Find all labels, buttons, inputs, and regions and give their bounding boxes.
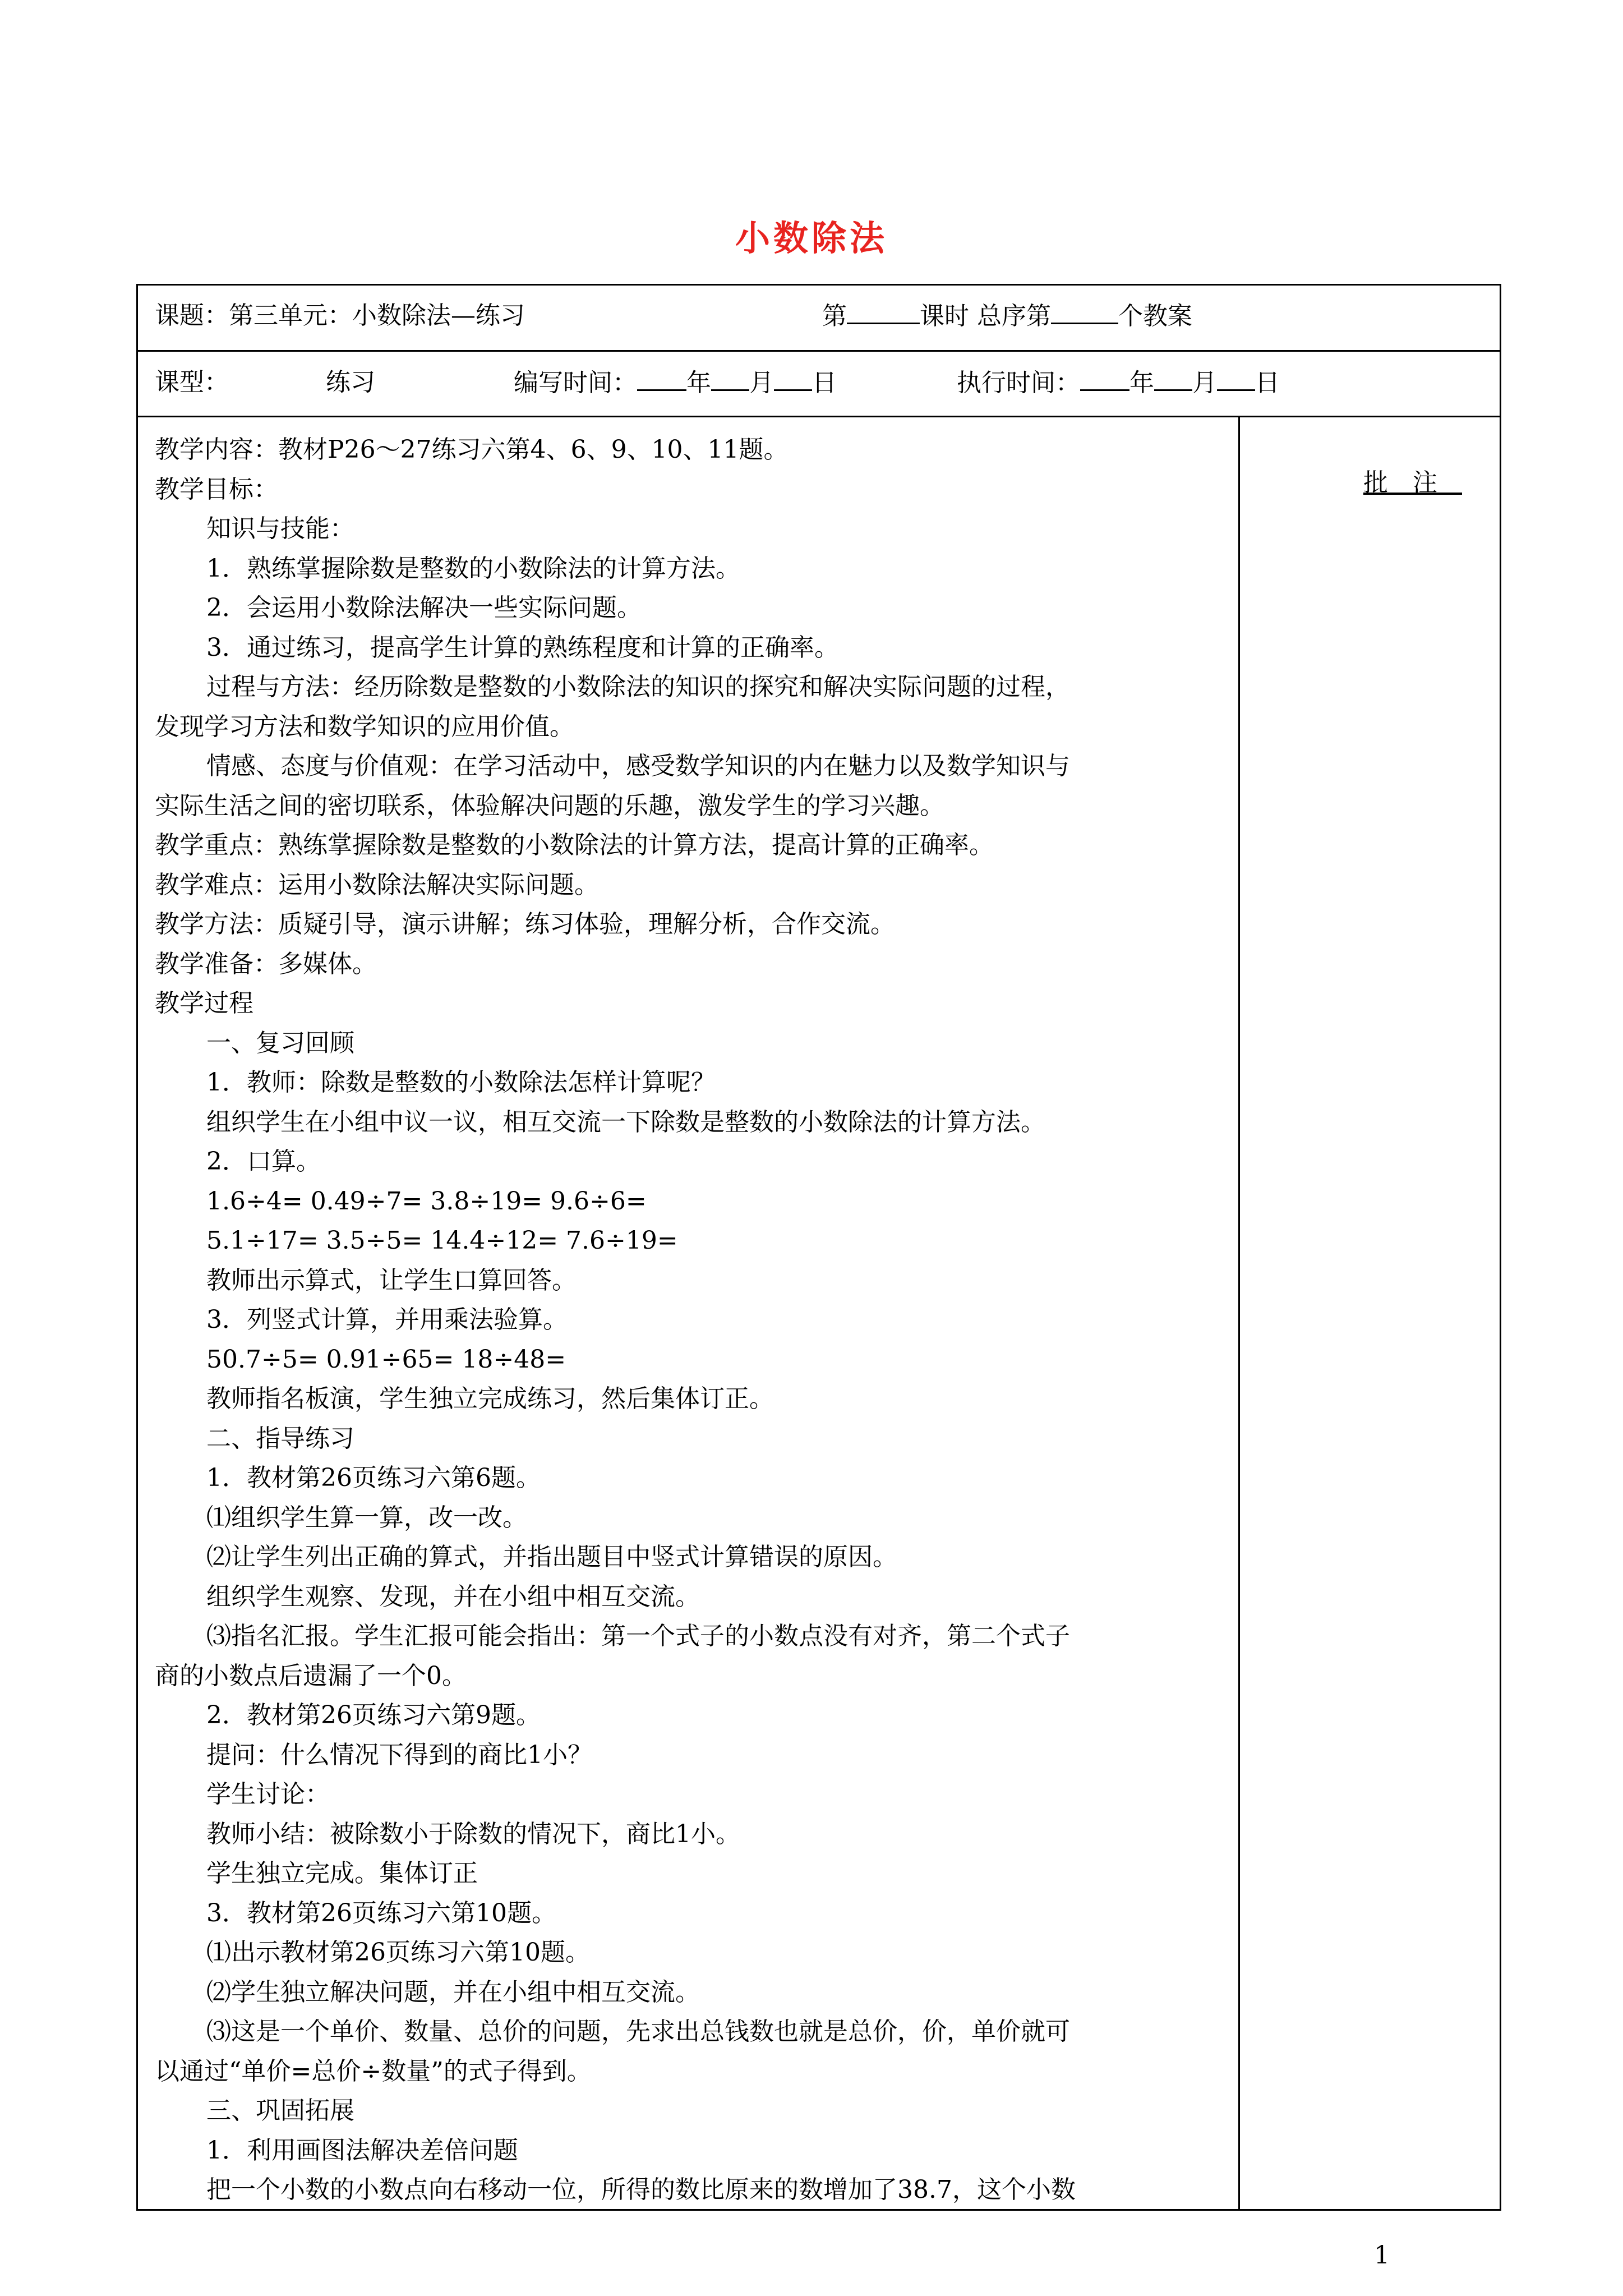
content-line: 3．教材第26页练习六第10题。	[206, 1898, 556, 1927]
content-line: 学生独立完成。集体订正	[206, 1859, 478, 1888]
content-line: 学生讨论：	[206, 1780, 330, 1809]
content-line: ⑶这是一个单价、数量、总价的问题，先求出总钱数也就是总价，价，单价就可	[206, 2017, 1070, 2046]
content-line: 教学方法：质疑引导，演示讲解；练习体验，理解分析，合作交流。	[155, 910, 895, 938]
content-line: 50.7÷5= 0.91÷65= 18÷48=	[206, 1345, 566, 1374]
content-line: 组织学生在小组中议一议，相互交流一下除数是整数的小数除法的计算方法。	[206, 1107, 1045, 1137]
content-line: 3．通过练习，提高学生计算的熟练程度和计算的正确率。	[206, 633, 839, 662]
content-line: 把一个小数的小数点向右移动一位，所得的数比原来的数增加了38.7，这个小数	[206, 2175, 1076, 2204]
content-line: 1．教材第26页练习六第6题。	[206, 1464, 541, 1492]
page-number: 1	[1374, 2241, 1390, 2270]
type-label: 课型：	[155, 368, 229, 397]
content-line: 2．教材第26页练习六第9题。	[206, 1701, 541, 1729]
content-line: ⑴组织学生算一算，改一改。	[206, 1503, 527, 1532]
row-divider	[138, 350, 1500, 352]
exec-time-field: 执行时间： 年 月 日	[957, 366, 1280, 400]
content-line: ⑵学生独立解决问题，并在小组中相互交流。	[206, 1977, 700, 2007]
topic-row	[155, 299, 1192, 333]
content-line: 教学内容：教材P26～27练习六第4、6、9、10、11题。	[155, 435, 789, 464]
content-line: 教学难点：运用小数除法解决实际问题。	[155, 870, 599, 899]
content-line: 组织学生观察、发现，并在小组中相互交流。	[206, 1582, 700, 1611]
write-month-blank[interactable]	[711, 366, 749, 391]
content-line: 以通过“单价=总价÷数量”的式子得到。	[155, 2056, 592, 2086]
content-line: ⑴出示教材第26页练习六第10题。	[206, 1938, 590, 1967]
type-row	[155, 366, 1280, 399]
type-value: 练习	[326, 368, 375, 397]
content-line: 3．列竖式计算，并用乘法验算。	[206, 1305, 568, 1334]
write-day-blank[interactable]	[774, 366, 812, 391]
content-line: 2．会运用小数除法解决一些实际问题。	[206, 593, 642, 622]
content-line: 情感、态度与价值观：在学习活动中，感受数学知识的内在魅力以及数学知识与	[206, 752, 1070, 780]
content-line: 教学目标：	[155, 475, 278, 504]
write-time-field: 编写时间： 年 月 日	[514, 366, 837, 400]
period-field: 第 课时 总序第 个教案	[822, 299, 1192, 333]
content-line: 教师指名板演，学生独立完成练习，然后集体订正。	[206, 1384, 774, 1413]
content-line: 教师出示算式，让学生口算回答。	[206, 1266, 577, 1295]
exec-day-blank[interactable]	[1217, 366, 1255, 391]
content-line: 实际生活之间的密切联系，体验解决问题的乐趣，激发学生的学习兴趣。	[155, 791, 944, 820]
column-divider	[1238, 416, 1240, 2209]
annotation-label: 批注	[1363, 468, 1462, 497]
content-line: 教学过程	[155, 989, 253, 1018]
content-line: 1．利用画图法解决差倍问题	[206, 2136, 518, 2165]
content-line: 提问：什么情况下得到的商比1小？	[206, 1740, 592, 1769]
write-year-blank[interactable]	[637, 366, 686, 391]
content-line: ⑵让学生列出正确的算式，并指出题目中竖式计算错误的原因。	[206, 1543, 897, 1571]
content-line: ⑶指名汇报。学生汇报可能会指出：第一个式子的小数点没有对齐，第二个式子	[206, 1622, 1070, 1650]
lesson-content	[155, 430, 1223, 2210]
content-line: 三、巩固拓展	[206, 2096, 354, 2125]
content-line: 1．教师：除数是整数的小数除法怎样计算呢？	[206, 1068, 716, 1097]
topic-label: 课题：第三单元：小数除法—练习	[155, 301, 525, 330]
content-line: 1.6÷4= 0.49÷7= 3.8÷19= 9.6÷6=	[206, 1186, 647, 1216]
row-divider	[138, 416, 1500, 417]
content-line: 教师小结：被除数小于除数的情况下，商比1小。	[206, 1819, 740, 1848]
content-line: 二、指导练习	[206, 1424, 354, 1453]
content-line: 2．口算。	[206, 1147, 321, 1176]
document-title: 小数除法	[735, 218, 888, 259]
content-line: 5.1÷17= 3.5÷5= 14.4÷12= 7.6÷19=	[206, 1226, 678, 1255]
exec-year-blank[interactable]	[1080, 366, 1129, 391]
content-line: 1．熟练掌握除数是整数的小数除法的计算方法。	[206, 554, 740, 583]
total-order-blank[interactable]	[1051, 299, 1118, 324]
content-line: 过程与方法：经历除数是整数的小数除法的知识的探究和解决实际问题的过程，	[206, 673, 1070, 701]
content-line: 商的小数点后遗漏了一个0。	[155, 1661, 467, 1690]
lesson-plan-table	[136, 284, 1501, 2211]
content-line: 一、复习回顾	[206, 1028, 354, 1057]
content-line: 教学重点：熟练掌握除数是整数的小数除法的计算方法，提高计算的正确率。	[155, 831, 994, 859]
content-line: 知识与技能：	[206, 514, 354, 543]
content-line: 教学准备：多媒体。	[155, 949, 377, 978]
exec-month-blank[interactable]	[1154, 366, 1192, 391]
content-line: 发现学习方法和数学知识的应用价值。	[155, 712, 574, 741]
period-blank[interactable]	[847, 299, 920, 324]
